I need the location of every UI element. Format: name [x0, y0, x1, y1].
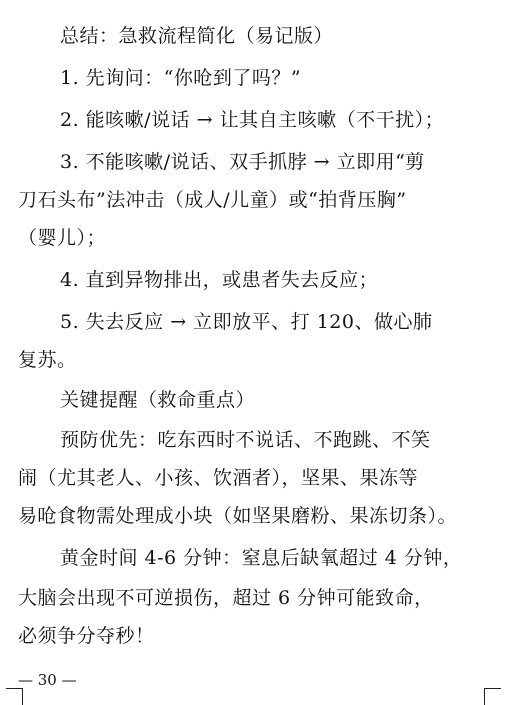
step-2-text: 2. 能咳嗽/说话 → 让其自主咳嗽（不干扰）； [60, 109, 445, 131]
golden-time-text-line-2: 大脑会出现不可逆损伤，超过 6 分钟可能致命， [18, 587, 434, 609]
page-number: — 30 — [18, 671, 77, 689]
crop-mark-right [484, 688, 501, 705]
step-5-text-line-2: 复苏。 [18, 349, 77, 371]
step-5-text-line-1: 5. 失去反应 → 立即放平、打 120、做心肺 [60, 311, 433, 333]
step-1-text: 1. 先询问：“你呛到了吗？” [60, 67, 302, 89]
step-3-text-line-1: 3. 不能咳嗽/说话、双手抓脖 → 立即用“剪 [60, 151, 425, 173]
prevention-text-line-2: 闹（尤其老人、小孩、饮酒者），坚果、果冻等 [18, 467, 419, 489]
step-3-text-line-3: （婴儿）； [18, 227, 107, 249]
golden-time-text-line-3: 必须争分夺秒！ [18, 625, 155, 647]
golden-time-text-line-1: 黄金时间 4-6 分钟：窒息后缺氧超过 4 分钟， [60, 547, 463, 569]
prevention-text-line-1: 预防优先：吃东西时不说话、不跑跳、不笑 [60, 429, 431, 451]
prevention-text-line-3: 易呛食物需处理成小块（如坚果磨粉、果冻切条）。 [18, 505, 458, 527]
key-reminder-heading: 关键提醒（救命重点） [60, 389, 256, 411]
summary-heading: 总结：急救流程简化（易记版） [60, 25, 334, 47]
step-3-text-line-2: 刀石头布”法冲击（成人/儿童）或“拍背压胸” [18, 189, 407, 211]
step-4-text: 4. 直到异物排出，或患者失去反应； [60, 269, 379, 291]
crop-mark-left [6, 688, 23, 705]
